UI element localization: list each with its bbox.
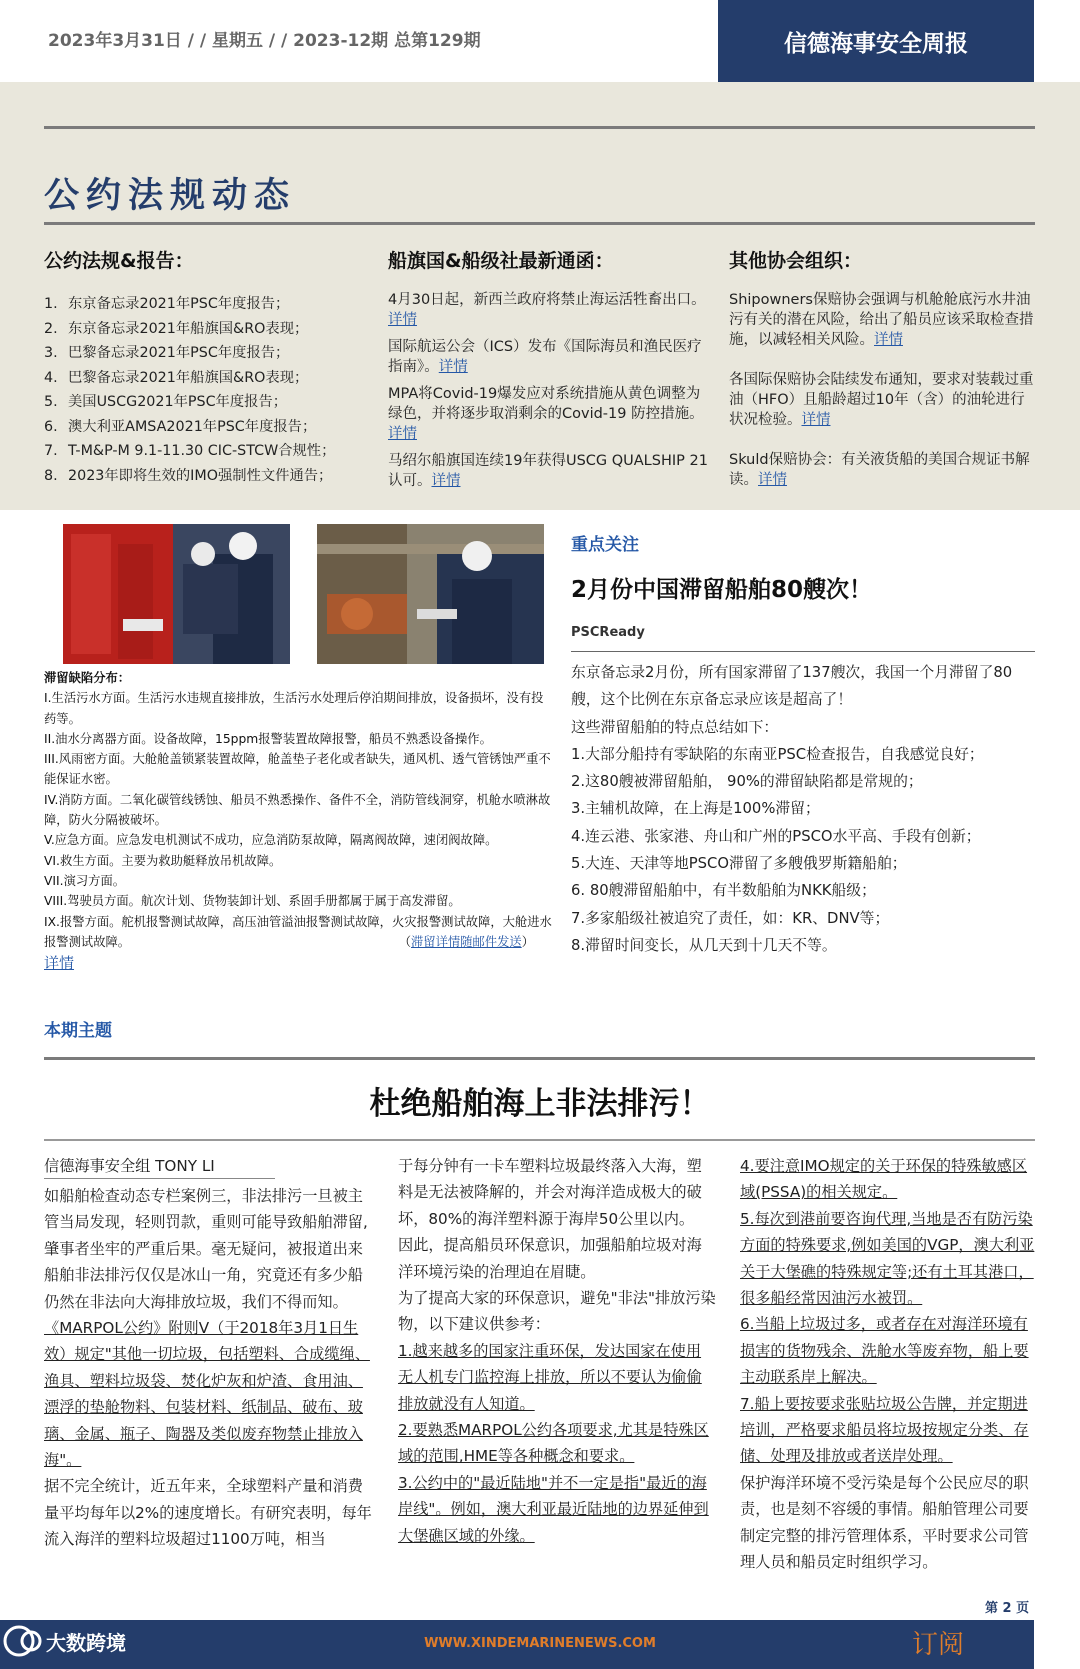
focus-line: 2.这80艘被滞留船舶， 90%的滞留缺陷都是常规的；: [571, 773, 923, 791]
article-text: 据不完全统计，近五年来，全球塑料产量和消费量平均每年以2%的速度增长。有研究表明，每年流入海洋的塑料垃圾超过1100万吨，相当: [44, 1477, 372, 1549]
news-item: [388, 337, 714, 377]
theme-rule: [44, 1057, 1035, 1060]
regulation-text: T-M&P-M 9.1-11.30 CIC-STCW合规性；: [68, 443, 336, 459]
defect-line: II.油水分离器方面。设备故障，15ppm报警装置故障报警，船员不熟悉设备操作。: [44, 731, 492, 746]
section-rule-top: [44, 126, 1035, 129]
article-paragraph: [740, 1470, 1035, 1576]
article-text: 3.公约中的"最近陆地"并不一定是指"最近的海岸线"。例如，澳大利亚最近陆地的边界延伸到大堡礁区域的外缘。: [398, 1473, 709, 1545]
article-text: 4.要注意IMO规定的关于环保的特殊敏感区域(PSSA)的相关规定。: [740, 1157, 1028, 1202]
regulation-number: 4.: [44, 369, 58, 386]
news-item: [729, 450, 1035, 490]
focus-divider: [571, 651, 1035, 652]
focus-source: PSCReady: [571, 625, 645, 640]
news-item: [388, 451, 714, 491]
regulation-item[interactable]: [44, 292, 364, 317]
inspection-photo-1: [63, 524, 290, 664]
article-paragraph: [44, 1183, 372, 1315]
regulation-text: 澳大利亚AMSA2021年PSC年度报告；: [68, 418, 317, 435]
news-text: 国际航运公会（ICS）发布《国际海员和渔民医疗指南》。: [388, 339, 702, 375]
focus-title: 2月份中国滞留船舶80艘次！: [571, 577, 873, 603]
article-byline: 信德海事安全组 TONY LI: [44, 1154, 275, 1179]
article-text: 6.当船上垃圾过多，或者存在对海洋环境有损害的货物残余、洗舱水等废弃物，船上要主动联系岸上解决。: [740, 1315, 1029, 1387]
article-paragraph: [398, 1153, 716, 1232]
article-text: 2.要熟悉MARPOL公约各项要求,尤其是特殊区域的范围,HME等各种概念和要求。: [398, 1421, 709, 1466]
article-paragraph: [740, 1206, 1035, 1312]
article-text: 5.每次到港前要咨询代理,当地是否有防污染方面的特殊要求,例如美国的VGP，澳大利亚关于大堡礁的特殊规定等;还有土耳其港口，很多船经常因油污水被罚。: [740, 1209, 1035, 1308]
news-detail-link[interactable]: 详情: [801, 412, 831, 428]
focus-line: 4.连云港、张家港、舟山和广州的PSCO水平高、手段有创新；: [571, 827, 981, 845]
col-heading-regulations: 公约法规&报告：: [44, 250, 194, 272]
news-text: Skuld保赔协会：有关液货船的美国合规证书解读。: [729, 452, 1030, 488]
section-title: 公约法规动态: [44, 176, 297, 216]
defects-detail-link[interactable]: 详情: [44, 954, 75, 973]
article-paragraph: [740, 1311, 1035, 1390]
article-paragraph: [398, 1470, 716, 1549]
regulation-item[interactable]: [44, 439, 364, 464]
article-text: 保护海洋环境不受污染是每个公民应尽的职责，也是刻不容缓的事情。船舶管理公司要制定完整的排污管理体系，平时要求公司管理人员和船员定时组织学习。: [740, 1473, 1029, 1572]
regulation-item[interactable]: [44, 464, 364, 489]
regulation-item[interactable]: [44, 415, 364, 440]
detention-defects: [44, 668, 554, 974]
regulation-number: 7.: [44, 443, 58, 459]
regulation-text: 巴黎备忘录2021年PSC年度报告；: [68, 345, 290, 361]
article-paragraph: [398, 1232, 716, 1285]
defects-list: [44, 688, 554, 952]
article-paragraph: [740, 1153, 1035, 1206]
article-paragraph: [44, 1315, 372, 1473]
news-text: 4月30日起，新西兰政府将禁止海运活牲畜出口。: [388, 292, 706, 308]
article-text: 1.越来越多的国家注重环保，发达国家在使用无人机专门监控海上排放，所以不要认为偷偷排放就没有人知道。: [398, 1341, 702, 1413]
defect-line: VII.演习方面。: [44, 873, 126, 888]
news-detail-link[interactable]: 详情: [438, 359, 468, 375]
section-rule-bottom: [44, 222, 1035, 225]
news-item: [388, 384, 714, 444]
defect-line: V.应急方面。应急发电机测试不成功，应急消防泵故障，隔离阀故障，速闭阀故障。: [44, 833, 498, 848]
regulation-text: 东京备忘录2021年PSC年度报告；: [68, 296, 290, 312]
article-column-2: [398, 1153, 716, 1549]
inspection-photo-2: [317, 524, 544, 664]
article-text: 《MARPOL公约》附则V（于2018年3月1日生效）规定"其他一切垃圾，包括塑料、合成缆绳、渔具、塑料垃圾袋、焚化炉灰和炉渣、食用油、漂浮的垫舱物料、包装材料、纸制品、破布、玻璃、金属、瓶子、陶器及类似废弃物禁止排放入海"。: [44, 1319, 370, 1470]
news-detail-link[interactable]: 详情: [874, 332, 903, 348]
regulation-number: 1.: [44, 296, 58, 312]
focus-body: [571, 659, 1041, 959]
article-text: 7.船上要按要求张贴垃圾公告牌，并定期进培训，严格要求船员将垃圾按规定分类、存储、处理及排放或者送岸处理。: [740, 1394, 1029, 1466]
col-heading-associations: 其他协会组织：: [729, 250, 863, 272]
newsletter-brand: 信德海事安全周报: [718, 0, 1034, 82]
article-paragraph: [398, 1417, 716, 1470]
regulation-item[interactable]: [44, 390, 364, 415]
article-text: 于每分钟有一卡车塑料垃圾最终落入大海，塑料是无法被降解的，并会对海洋造成极大的破坏，80%的海洋塑料源于海岸50公里以内。: [398, 1157, 702, 1228]
focus-line: 5.大连、天津等地PSCO滞留了多艘俄罗斯籍船舶；: [571, 855, 907, 873]
news-item: [729, 290, 1035, 350]
article-paragraph: [740, 1391, 1035, 1470]
watermark-logo: [2, 1624, 126, 1658]
article-column-3: [740, 1153, 1035, 1576]
regulation-number: 6.: [44, 418, 58, 435]
regulation-number: 5.: [44, 394, 58, 410]
defect-line: IX.报警方面。舵机报警测试故障，高压油管溢油报警测试故障，火灾报警测试故障，大舱进水报警测试故障。: [44, 914, 552, 949]
regulation-number: 2.: [44, 320, 58, 337]
issue-date-line: 2023年3月31日 / / 星期五 / / 2023-12期 总第129期: [48, 31, 481, 51]
focus-label: 重点关注: [571, 535, 639, 555]
news-detail-link[interactable]: 详情: [388, 426, 417, 442]
col-heading-flag-class: 船旗国&船级社最新通函：: [388, 250, 614, 272]
flag-class-news: [388, 290, 714, 498]
news-text: MPA将Covid-19爆发应对系统措施从黄色调整为绿色，并将逐步取消剩余的Covid-19 防控措施。: [388, 386, 704, 422]
defect-line: VI.救生方面。主要为救助艇释放吊机故障。: [44, 853, 282, 868]
article-text: 如船舶检查动态专栏案例三，非法排污一旦被主管当局发现，轻则罚款，重则可能导致船舶滞留,肇事者坐牢的严重后果。毫无疑问，被报道出来船舶非法排污仅仅是冰山一角，究竟还有多少船仍然在非法向大海排放垃圾，我们不得而知。: [44, 1187, 368, 1311]
defect-line: VIII.驾驶员方面。航次计划、货物装卸计划、系固手册都属于属于高发滞留。: [44, 894, 461, 909]
regulation-text: 2023年即将生效的IMO强制性文件通告；: [68, 467, 333, 484]
news-detail-link[interactable]: 详情: [388, 312, 417, 328]
article-text: 因此，提高船员环保意识，加强船舶垃圾对海洋环境污染的治理迫在眉睫。: [398, 1236, 702, 1281]
regulation-item[interactable]: [44, 366, 364, 391]
watermark-icon: [2, 1624, 46, 1658]
regulation-item[interactable]: [44, 341, 364, 366]
article-paragraph: [398, 1338, 716, 1417]
news-text: Shipowners保赔协会强调与机舱舱底污水井油污有关的潜在风险，给出了船员应该采取检查措施，以减轻相关风险。: [729, 292, 1034, 348]
watermark-text: 大数跨境: [46, 1630, 126, 1655]
article-paragraph: [44, 1473, 372, 1552]
regulation-text: 巴黎备忘录2021年船旗国&RO表现；: [68, 369, 309, 386]
regulation-item[interactable]: [44, 317, 364, 342]
focus-line: 8.滞留时间变长，从几天到十几天不等。: [571, 936, 837, 954]
regulation-number: 8.: [44, 467, 58, 484]
defect-line: III.风雨密方面。大舱舱盖锁紧装置故障，舱盖垫子老化或者缺失，通风机、透气管锈蚀严重不能保证水密。: [44, 752, 551, 787]
news-text: 各国际保赔协会陆续发布通知，要求对装载过重油（HFO）且船龄超过10年（含）的油轮进行状况检验。: [729, 372, 1034, 428]
regulation-text: 东京备忘录2021年船旗国&RO表现；: [68, 320, 309, 337]
subscribe-button[interactable]: 订阅: [912, 1630, 965, 1660]
focus-line: 东京备忘录2月份，所有国家滞留了137艘次，我国一个月滞留了80艘，这个比例在东京备忘录应该是超高了！: [571, 664, 1013, 709]
focus-line: 3.主辅机故障，在上海是100%滞留；: [571, 800, 820, 818]
regulation-text: 美国USCG2021年PSC年度报告；: [68, 394, 288, 410]
footer-url[interactable]: WWW.XINDEMARINENEWS.COM: [424, 1636, 656, 1651]
article-column-1: [44, 1153, 372, 1553]
defects-mail-note: （滞留详情随邮件发送）: [398, 935, 534, 950]
article-paragraph: [398, 1285, 716, 1338]
defect-line: IV.消防方面。二氧化碳管线锈蚀、船员不熟悉操作、备件不全，消防管线洞穿，机舱水喷淋故障，防火分隔被破坏。: [44, 792, 551, 828]
news-detail-link[interactable]: 详情: [758, 472, 787, 488]
regulation-number: 3.: [44, 345, 58, 361]
defects-heading: 滞留缺陷分布：: [44, 671, 131, 685]
article-title: 杜绝船舶海上非法排污！: [369, 1086, 711, 1122]
association-news: [729, 290, 1035, 497]
theme-label: 本期主题: [44, 1021, 112, 1041]
page-number: 第 2 页: [985, 1601, 1030, 1616]
article-text: 为了提高大家的环保意识，避免"非法"排放污染物，以下建议供参考：: [398, 1289, 716, 1334]
article-rule: [44, 1139, 1035, 1141]
defect-line: I.生活污水方面。生活污水违规直接排放，生活污水处理后停泊期间排放，设备损坏，没有投药等。: [44, 691, 544, 726]
news-item: [388, 290, 714, 330]
regulations-list: [44, 292, 364, 488]
focus-line: 这些滞留船舶的特点总结如下：: [571, 718, 779, 736]
focus-line: 1.大部分船持有零缺陷的东南亚PSC检查报告，自我感觉良好；: [571, 745, 984, 763]
news-detail-link[interactable]: 详情: [431, 473, 461, 489]
news-text: 马绍尔船旗国连续19年获得USCG QUALSHIP 21认可。: [388, 453, 708, 489]
news-item: [729, 370, 1035, 430]
mail-note-link[interactable]: 滞留详情随邮件发送: [411, 935, 522, 950]
focus-line: 7.多家船级社被追究了责任，如：KR、DNV等；: [571, 909, 890, 927]
focus-line: 6. 80艘滞留船舶中，有半数船舶为NKK船级；: [571, 882, 876, 900]
